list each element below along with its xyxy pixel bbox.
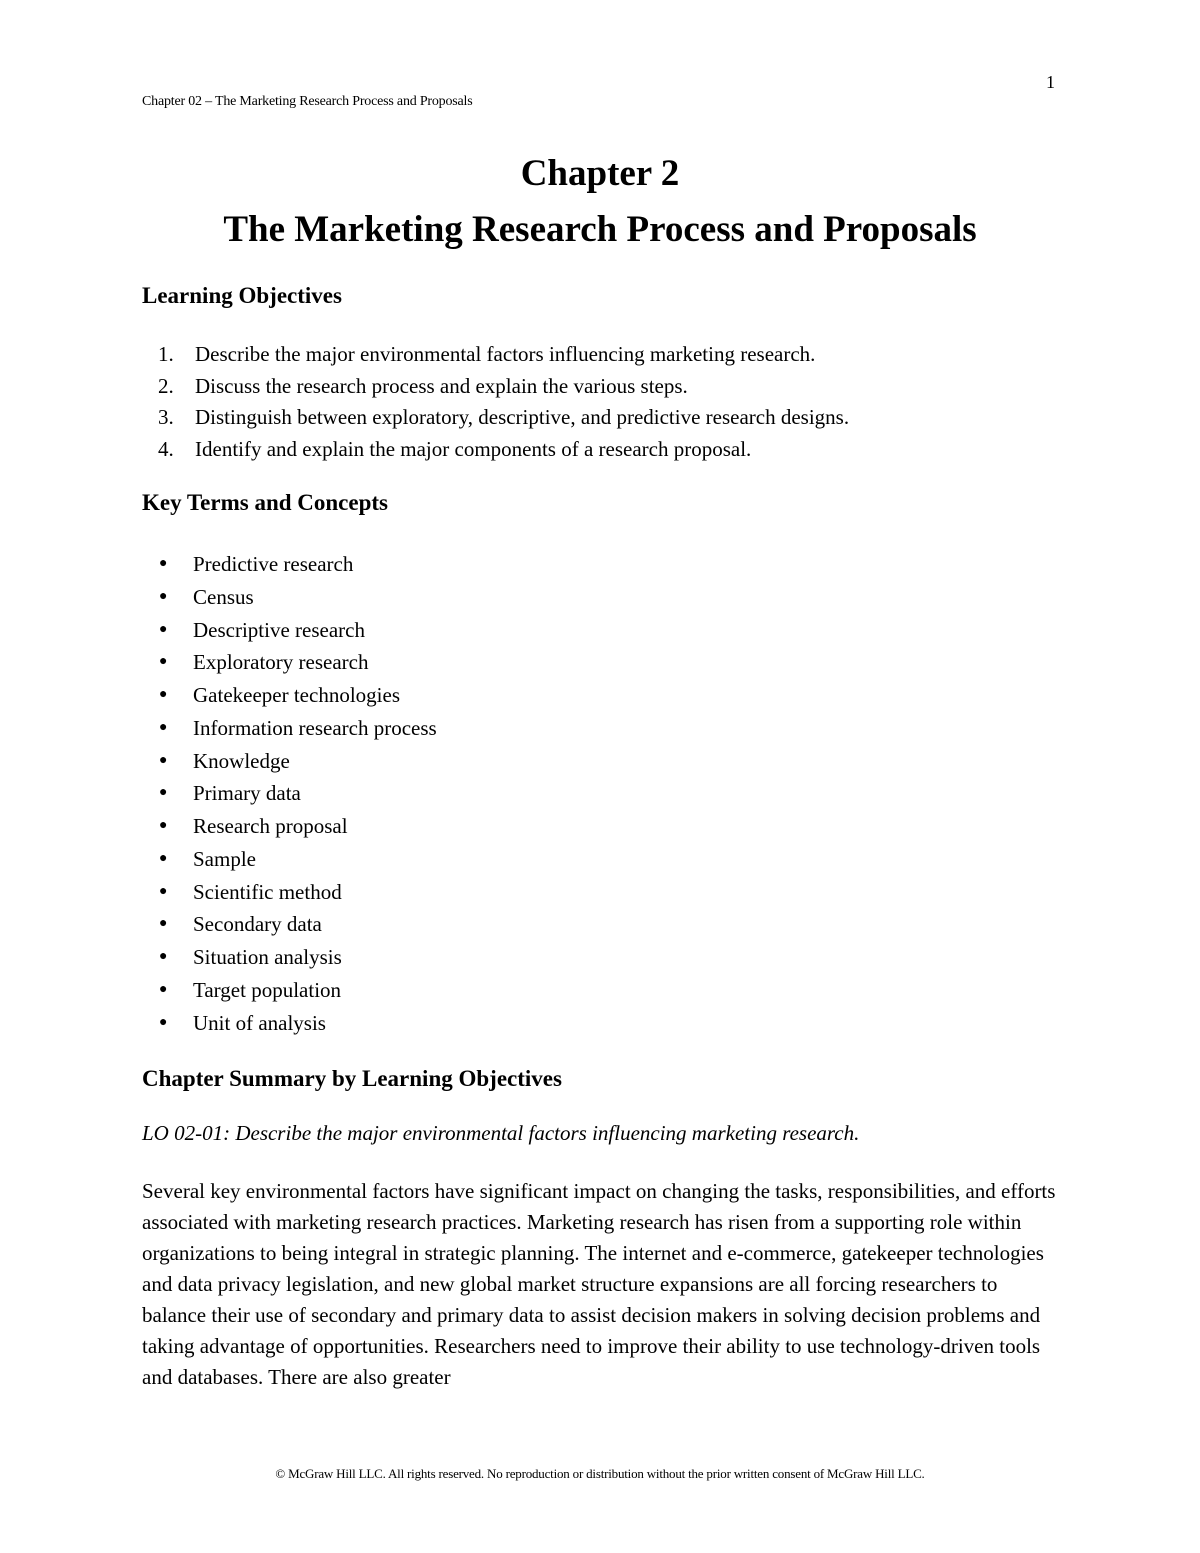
bullet-icon: ● xyxy=(159,621,168,637)
running-header: Chapter 02 – The Marketing Research Process and Proposals xyxy=(142,94,473,109)
bullet-icon: ● xyxy=(159,1014,168,1030)
term-text: Information research process xyxy=(193,715,437,740)
term-text: Census xyxy=(193,584,254,609)
term-text: Predictive research xyxy=(193,552,354,576)
chapter-title: Chapter 2 xyxy=(520,153,680,194)
chapter-summary-heading: Chapter Summary by Learning Objectives xyxy=(142,1066,562,1091)
bullet-icon: ● xyxy=(159,818,168,833)
term-text: Secondary data xyxy=(193,912,322,937)
term-text: Gatekeeper technologies xyxy=(193,683,400,707)
term-text: Descriptive research xyxy=(193,617,365,642)
bullet-icon: ● xyxy=(159,916,168,932)
term-text: Unit of analysis xyxy=(193,1010,326,1035)
term-text: Target population xyxy=(193,977,342,1002)
bullet-icon: ● xyxy=(159,949,168,964)
term-text: Knowledge xyxy=(193,748,290,773)
term-item xyxy=(142,646,437,679)
chapter-subtitle: The Marketing Research Process and Proposals xyxy=(223,209,977,250)
objective-text: Identify and explain the major components of a research proposal. xyxy=(195,436,752,461)
term-item xyxy=(142,679,437,712)
learning-objective-subheading: LO 02-01: Describe the major environmental factors influencing marketing research. xyxy=(142,1121,860,1145)
objective-number: 4. xyxy=(158,436,174,461)
bullet-icon: ● xyxy=(159,687,168,702)
bullet-icon: ● xyxy=(159,719,168,735)
bullet-icon: ● xyxy=(159,654,168,670)
term-text: Exploratory research xyxy=(193,650,369,675)
term-text: Primary data xyxy=(193,781,301,806)
objective-number: 1. xyxy=(158,342,174,366)
objective-text: Discuss the research process and explain the various steps. xyxy=(195,373,688,398)
term-item xyxy=(142,974,437,1007)
term-text: Situation analysis xyxy=(193,945,342,969)
objective-text: Describe the major environmental factors influencing marketing research. xyxy=(195,342,816,366)
bullet-icon: ● xyxy=(159,556,168,571)
bullet-icon: ● xyxy=(159,785,168,801)
term-text: Research proposal xyxy=(193,814,348,838)
objective-item xyxy=(142,339,849,371)
term-item xyxy=(142,581,437,614)
term-item xyxy=(142,908,437,941)
key-terms-list xyxy=(142,548,437,1039)
objective-item xyxy=(142,434,849,466)
term-item xyxy=(142,712,437,745)
objective-item xyxy=(142,402,849,434)
bullet-icon: ● xyxy=(159,588,168,604)
term-item xyxy=(142,548,437,581)
page-number: 1 xyxy=(1046,72,1055,92)
term-item xyxy=(142,941,437,974)
term-item xyxy=(142,810,437,843)
term-item xyxy=(142,614,437,647)
term-text: Sample xyxy=(193,846,256,871)
objective-number: 2. xyxy=(158,373,174,398)
objective-item xyxy=(142,371,849,403)
term-text: Scientific method xyxy=(193,879,342,904)
learning-objectives-list xyxy=(142,339,849,465)
term-item xyxy=(142,1007,437,1040)
bullet-icon: ● xyxy=(159,752,168,768)
bullet-icon: ● xyxy=(159,850,168,866)
bullet-icon: ● xyxy=(159,981,168,997)
objective-number: 3. xyxy=(158,405,174,430)
title-block xyxy=(0,146,1200,258)
term-item xyxy=(142,745,437,778)
term-item xyxy=(142,777,437,810)
term-item xyxy=(142,876,437,909)
summary-paragraph: Several key environmental factors have significant impact on changing the tasks, responsibilities, and efforts associated with marketing research practices. Marketing research has risen from a supporting role within organizations to being integral in strategic planning. The internet and e-commerce, gatekeeper technologies and data privacy legislation, and new global market structure expansions are all forcing researchers to balance their use of secondary and primary data to assist decision makers in solving decision problems and taking advantage of opportunities. Researchers need to improve their ability to use technology-driven tools and databases. There are also greater xyxy=(142,1179,1056,1389)
copyright-footer: © McGraw Hill LLC. All rights reserved. No reproduction or distribution without the prior written consent of McGraw Hill LLC. xyxy=(275,1466,925,1481)
objective-text: Distinguish between exploratory, descriptive, and predictive research designs. xyxy=(195,405,850,430)
bullet-icon: ● xyxy=(159,883,168,899)
key-terms-heading: Key Terms and Concepts xyxy=(142,490,388,515)
term-item xyxy=(142,843,437,876)
learning-objectives-heading: Learning Objectives xyxy=(142,283,342,308)
